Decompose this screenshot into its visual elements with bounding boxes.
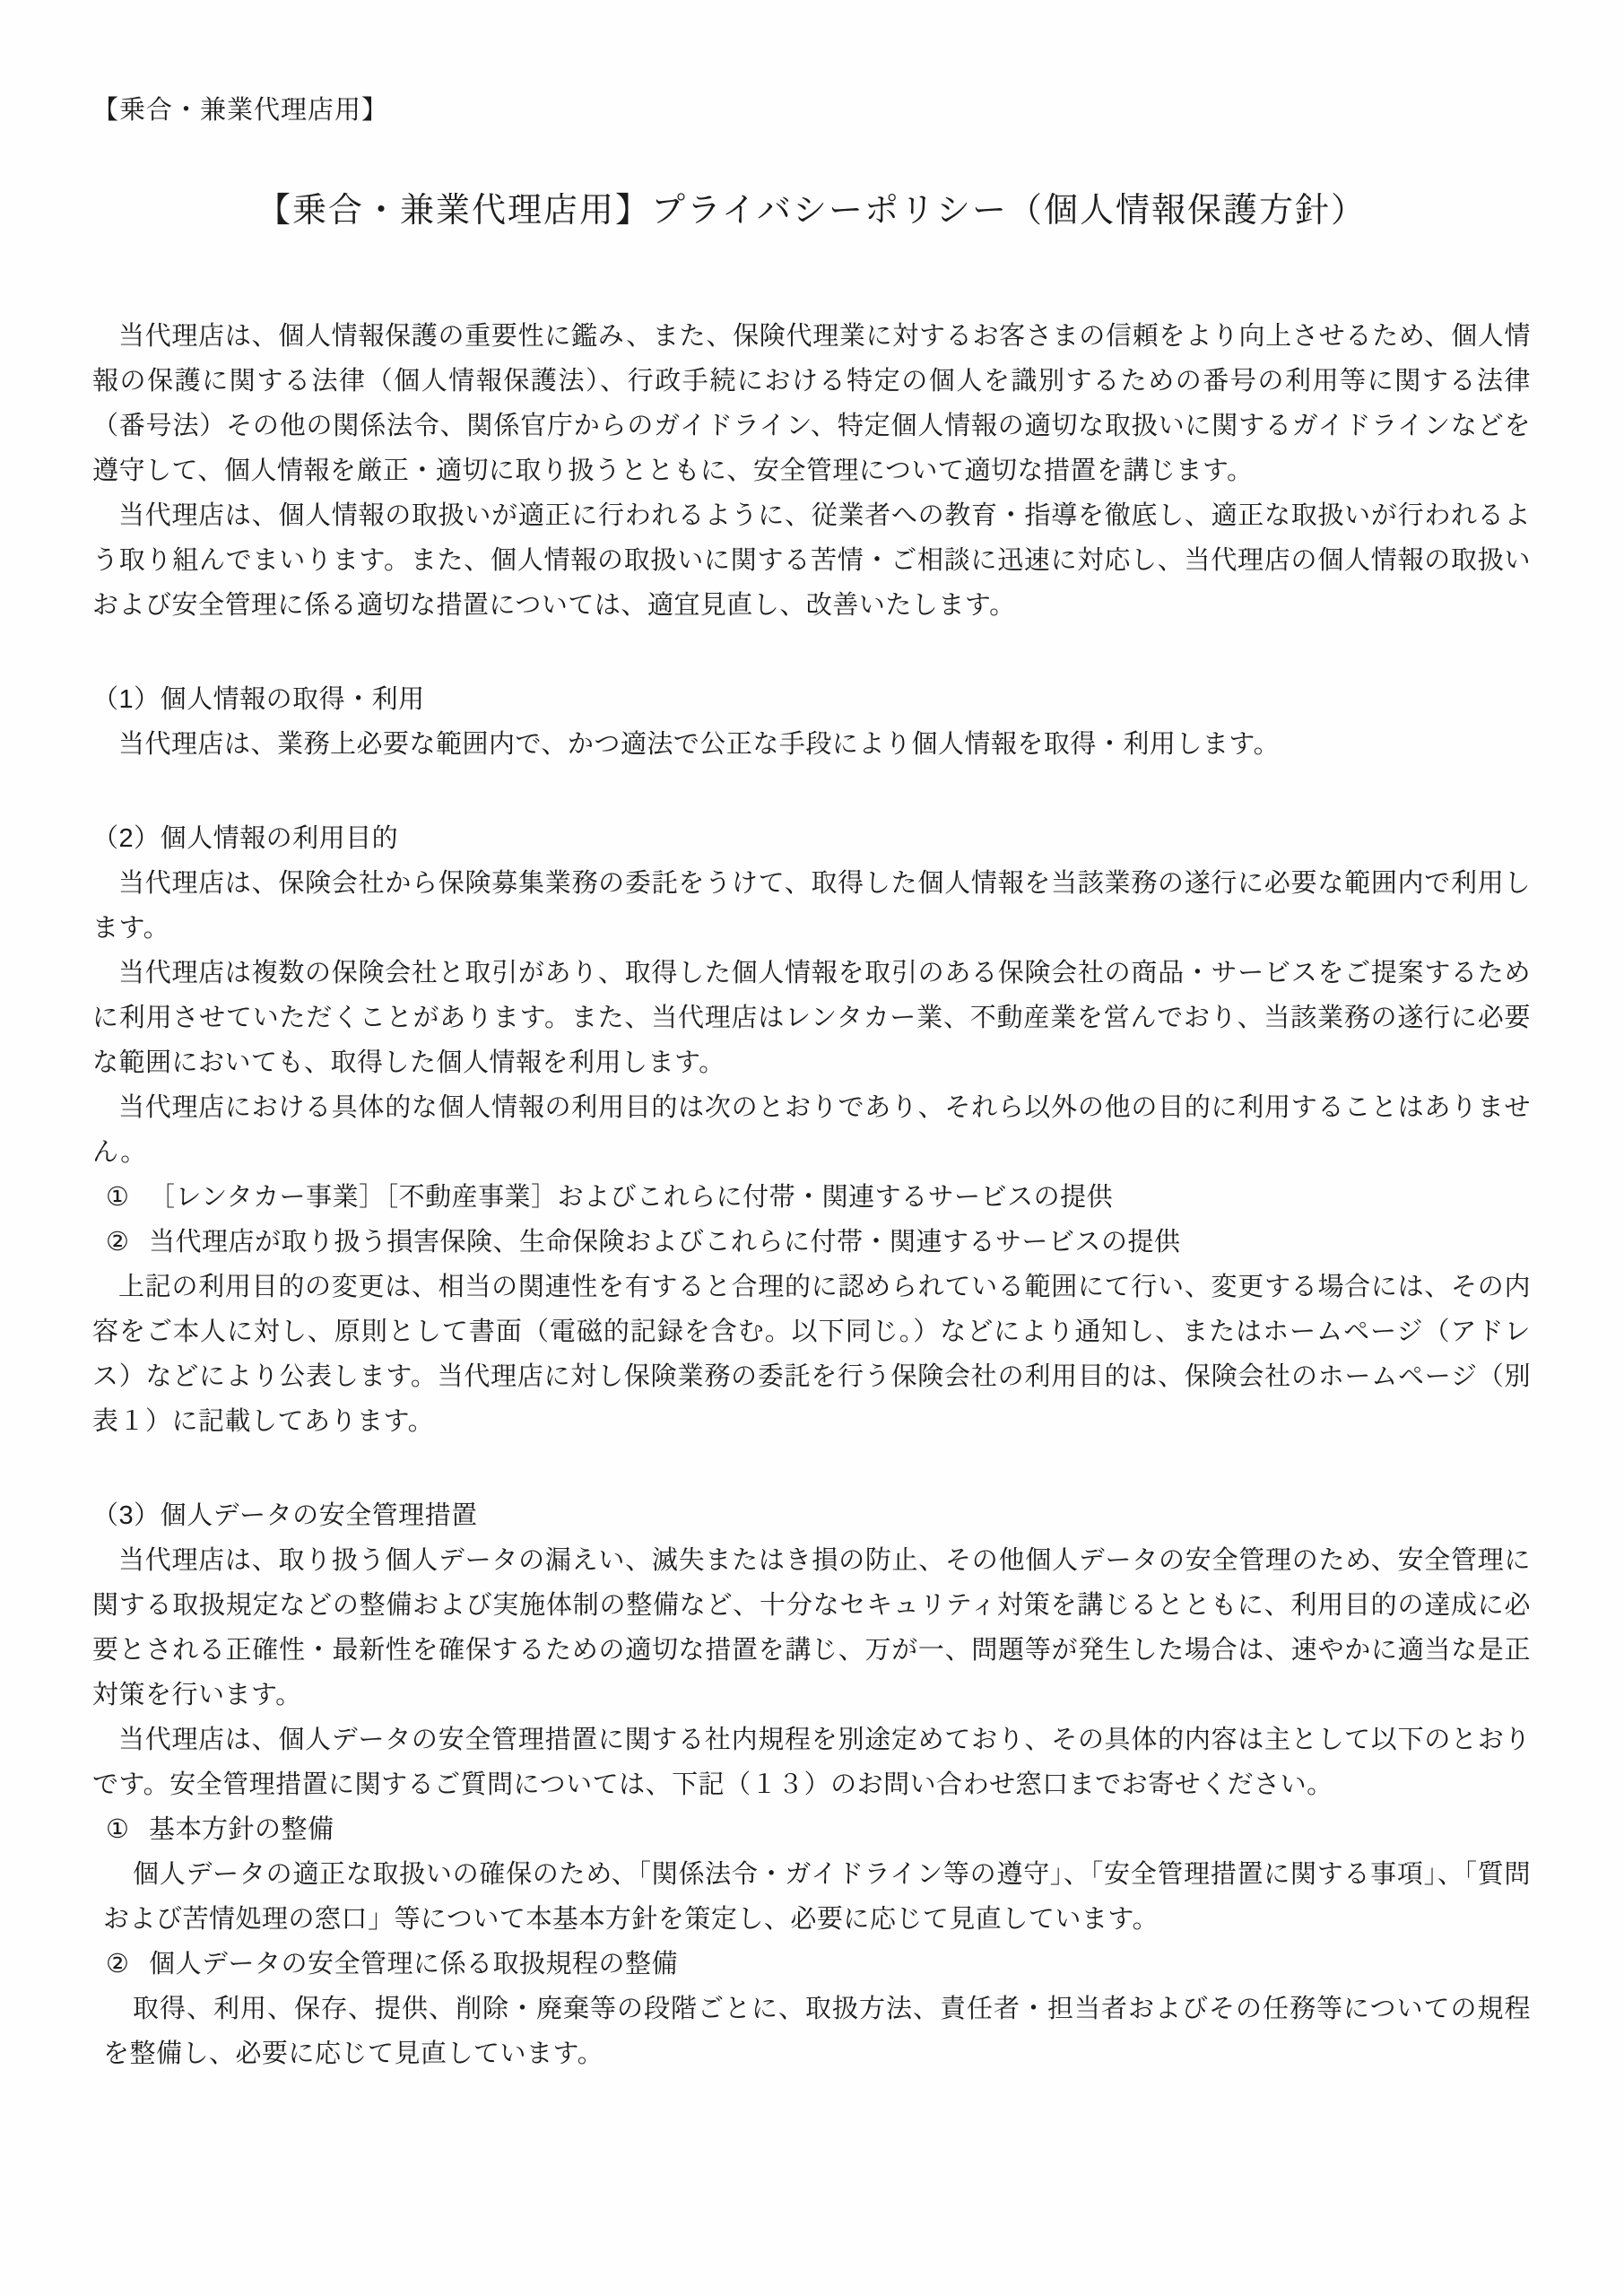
circled-number-1-marker: ① xyxy=(106,1815,130,1844)
section-2 xyxy=(92,816,1531,1444)
measure-item-1 xyxy=(106,1807,1531,1852)
section-2-paragraph-3: 当代理店における具体的な個人情報の利用目的は次のとおりであり、それら以外の他の目的に利用することはありません。 xyxy=(92,1093,1531,1167)
purpose-list-item-1 xyxy=(106,1175,1531,1220)
section-3 xyxy=(92,1493,1531,2076)
measure-item-1-body: 個人データの適正な取扱いの確保のため、「関係法令・ガイドライン等の遵守」、「安全管理措置に関する事項」、「質問および苦情処理の窓口」等について本基本方針を策定し、必要に応じて見直しています。 xyxy=(103,1860,1531,1934)
section-3-paragraph-1: 当代理店は、取り扱う個人データの漏えい、滅失またはき損の防止、その他個人データの安全管理のため、安全管理に関する取扱規定などの整備および実施体制の整備など、十分なセキュリティ対策を講じるとともに、利用目的の達成に必要とされる正確性・最新性を確保するための適切な措置を講じ、万が一、問題等が発生した場合は、速やかに適当な是正対策を行います。 xyxy=(92,1546,1531,1709)
circled-number-2-marker: ② xyxy=(106,1950,130,1979)
page-title: 【乗合・兼業代理店用】プライバシーポリシー（個人情報保護方針） xyxy=(256,192,1368,230)
measure-item-2-title: 個人データの安全管理に係る取扱規程の整備 xyxy=(149,1950,679,1979)
circled-number-1-marker: ① xyxy=(106,1183,130,1212)
intro-paragraph-1: 当代理店は、個人情報保護の重要性に鑑み、また、保険代理業に対するお客さまの信頼をより向上させるため、個人情報の保護に関する法律（個人情報保護法）、行政手続における特定の個人を識別するための番号の利用等に関する法律（番号法）その他の関係法令、関係官庁からのガイドライン、特定個人情報の適切な取扱いに関するガイドラインなどを遵守して、個人情報を厳正・適切に取り扱うとともに、安全管理について適切な措置を講じます。 xyxy=(92,322,1531,485)
measure-item-1-title: 基本方針の整備 xyxy=(149,1815,334,1844)
section-2-paragraph-4: 上記の利用目的の変更は、相当の関連性を有すると合理的に認められている範囲にて行い、変更する場合には、その内容をご本人に対し、原則として書面（電磁的記録を含む。以下同じ。）などにより通知し、またはホームページ（アドレス）などにより公表します。当代理店に対し保険業務の委託を行う保険会社の利用目的は、保険会社のホームページ（別表１）に記載してあります。 xyxy=(92,1273,1531,1436)
measure-item-2 xyxy=(106,1942,1531,1987)
section-1-paragraph: 当代理店は、業務上必要な範囲内で、かつ適法で公正な手段により個人情報を取得・利用します。 xyxy=(118,730,1281,759)
section-3-paragraph-2: 当代理店は、個人データの安全管理措置に関する社内規程を別途定めており、その具体的内容は主として以下のとおりです。安全管理措置に関するご質問については、下記（１３）のお問い合わせ窓口までお寄せください。 xyxy=(92,1726,1531,1799)
document-body xyxy=(92,314,1531,2076)
intro-paragraph-2: 当代理店は、個人情報の取扱いが適正に行われるように、従業者への教育・指導を徹底し、適正な取扱いが行われるよう取り組んでまいります。また、個人情報の取扱いに関する苦情・ご相談に迅速に対応し、当代理店の個人情報の取扱いおよび安全管理に係る適切な措置については、適宜見直し、改善いたします。 xyxy=(92,501,1531,620)
section-1-heading: （1）個人情報の取得・利用 xyxy=(92,685,425,714)
measure-item-2-body: 取得、利用、保存、提供、削除・廃棄等の段階ごとに、取扱方法、責任者・担当者およびその任務等についての規程を整備し、必要に応じて見直しています。 xyxy=(103,1995,1531,2068)
purpose-list-item-1-text: ［レンタカー事業］［不動産事業］およびこれらに付帯・関連するサービスの提供 xyxy=(149,1183,1114,1212)
section-3-heading: （3）個人データの安全管理措置 xyxy=(92,1501,478,1530)
purpose-list-item-2 xyxy=(106,1220,1531,1265)
section-2-paragraph-2: 当代理店は複数の保険会社と取引があり、取得した個人情報を取引のある保険会社の商品・サービスをご提案するために利用させていただくことがあります。また、当代理店はレンタカー業、不動産業を営んでおり、当該業務の遂行に必要な範囲においても、取得した個人情報を利用します。 xyxy=(92,959,1531,1077)
section-1 xyxy=(92,677,1531,767)
purpose-list-item-2-text: 当代理店が取り扱う損害保険、生命保険およびこれらに付帯・関連するサービスの提供 xyxy=(149,1228,1181,1257)
corner-label: 【乗合・兼業代理店用】 xyxy=(92,96,389,125)
section-2-heading: （2）個人情報の利用目的 xyxy=(92,824,399,853)
circled-number-2-marker: ② xyxy=(106,1228,130,1257)
section-2-paragraph-1: 当代理店は、保険会社から保険募集業務の委託をうけて、取得した個人情報を当該業務の遂行に必要な範囲内で利用します。 xyxy=(92,869,1531,943)
